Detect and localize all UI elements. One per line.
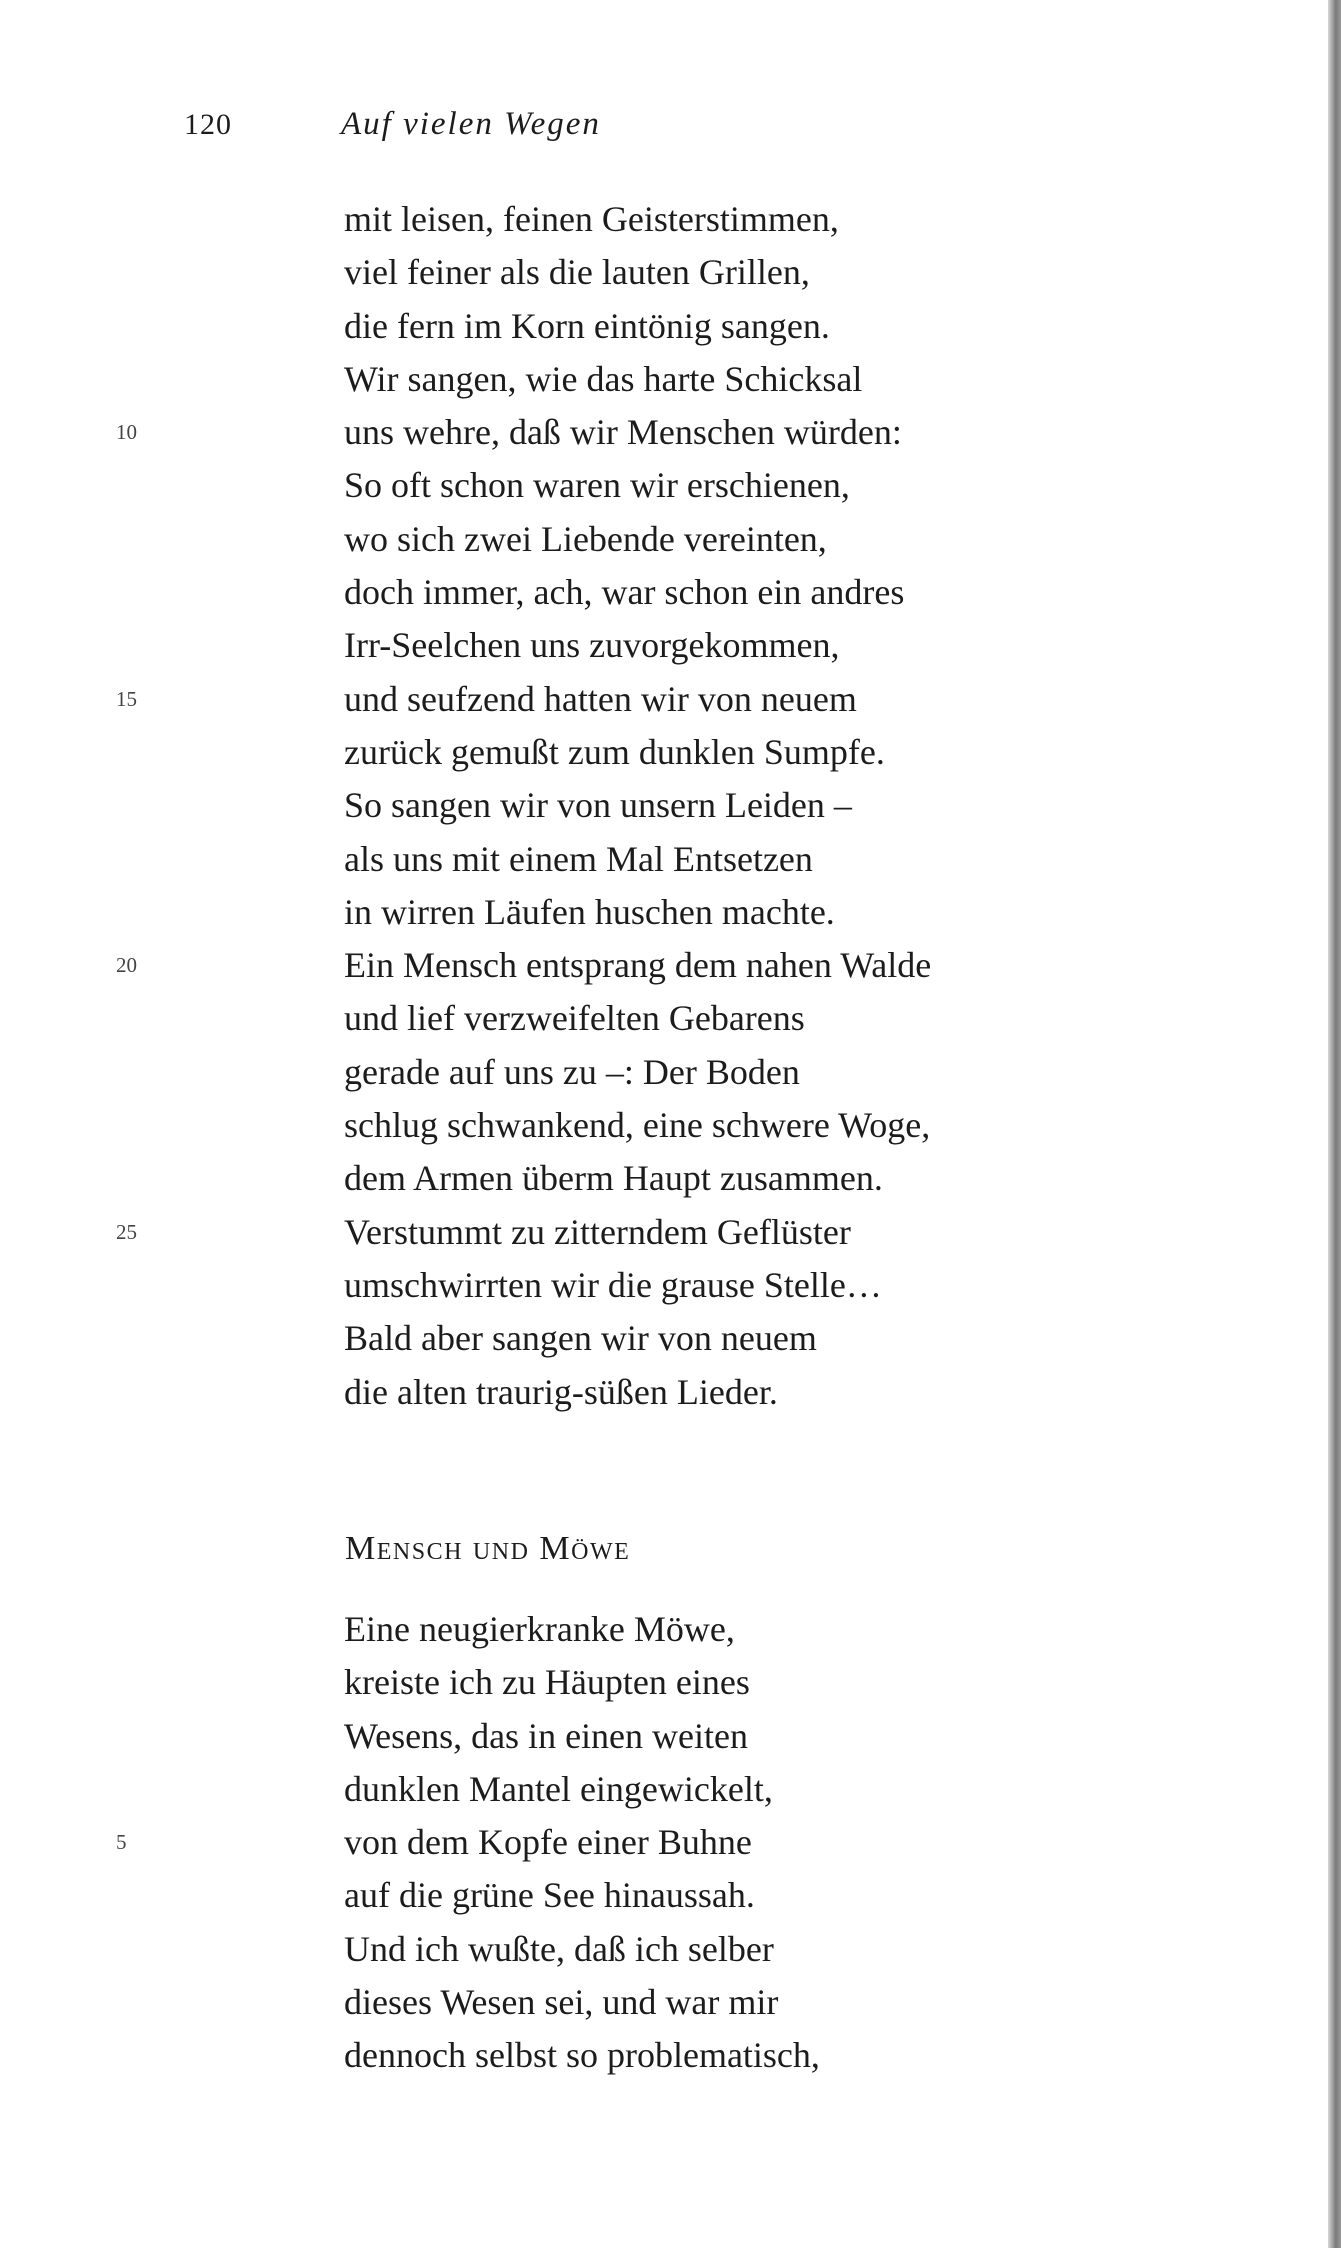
verse-text: Ein Mensch entsprang dem nahen Walde [344,945,932,986]
verse-text: Wir sangen, wie das harte Schicksal [344,358,863,399]
verse-line [344,1763,820,1816]
verse-line [344,1603,820,1656]
verse-text: auf die grüne See hinaussah. [344,1875,755,1916]
verse-line [344,619,931,672]
verse-line [344,1366,931,1419]
verse-text: So oft schon waren wir erschienen, [344,465,850,506]
verse-text: von dem Kopfe einer Buhne [344,1822,752,1863]
verse-line [344,1046,931,1099]
verse-text: zurück gemußt zum dunklen Sumpfe. [344,731,885,772]
verse-line [344,2029,820,2082]
verse-text: Eine neugierkranke Möwe, [344,1609,735,1649]
verse-line [344,246,931,299]
verse-text: dieses Wesen sei, und war mir [344,1982,779,2023]
verse-text: die fern im Korn eintönig sangen. [344,305,830,346]
verse-text: umschwirrten wir die grause Stelle… [344,1264,882,1305]
verse-line [344,513,931,566]
verse-text: in wirren Läufen huschen machte. [344,891,835,932]
verse-line [344,1976,820,2029]
verse-text: die alten traurig-süßen Lieder. [344,1371,778,1412]
verse-text: mit leisen, feinen Geisterstimmen, [344,199,839,239]
verse-line [344,1152,931,1205]
verse-line [344,300,931,353]
poem-mensch-und-moewe [116,1603,820,2083]
line-number: 10 [116,420,137,445]
verse-text: dunklen Mantel eingewickelt, [344,1768,773,1809]
verse-line [344,1259,931,1312]
poem-title: Mensch und Möwe [345,1530,631,1567]
verse-text: kreiste ich zu Häupten eines [344,1662,750,1703]
verse-line [344,1656,820,1709]
verse-line [344,886,931,939]
verse-line [116,1206,931,1259]
line-number: 25 [116,1219,137,1244]
verse-line [116,406,931,459]
verse-line [116,673,931,726]
verse-text: dem Armen überm Haupt zusammen. [344,1158,883,1199]
verse-text: wo sich zwei Liebende vereinten, [344,518,827,559]
verse-line [344,833,931,886]
verse-text: dennoch selbst so problematisch, [344,2035,820,2076]
verse-line [344,1923,820,1976]
verse-text: viel feiner als die lauten Grillen, [344,252,810,293]
verse-text: uns wehre, daß wir Menschen würden: [344,412,902,453]
verse-line [344,779,931,832]
verse-line [344,992,931,1045]
running-title: Auf vielen Wegen [341,106,601,142]
page-number: 120 [184,108,232,141]
verse-text: gerade auf uns zu –: Der Boden [344,1051,800,1092]
verse-text: Und ich wußte, daß ich selber [344,1928,774,1969]
line-number: 20 [116,953,137,978]
verse-text: und seufzend hatten wir von neuem [344,678,857,719]
line-number: 5 [116,1830,127,1855]
verse-line [344,353,931,406]
line-number: 15 [116,686,137,711]
verse-text: Wesens, das in einen weiten [344,1715,748,1756]
verse-line [344,726,931,779]
verse-text: doch immer, ach, war schon ein andres [344,572,905,613]
verse-line [344,566,931,619]
verse-text: schlug schwankend, eine schwere Woge, [344,1105,931,1146]
page-edge-shadow [1328,0,1341,2248]
verse-text: Irr-Seelchen uns zuvorgekommen, [344,625,840,666]
verse-text: als uns mit einem Mal Entsetzen [344,838,813,879]
verse-line [116,939,932,992]
verse-line [344,459,931,512]
verse-line [344,1710,820,1763]
verse-line [344,193,931,246]
verse-line [116,1816,820,1869]
verse-text: Bald aber sangen wir von neuem [344,1318,817,1359]
verse-text: So sangen wir von unsern Leiden – [344,785,852,826]
verse-line [344,1312,931,1365]
verse-line [344,1869,820,1922]
verse-line [344,1099,931,1152]
poem-continued [116,193,932,1419]
verse-text: und lief verzweifelten Gebarens [344,998,805,1039]
verse-text: Verstummt zu zitterndem Geflüster [344,1211,851,1252]
